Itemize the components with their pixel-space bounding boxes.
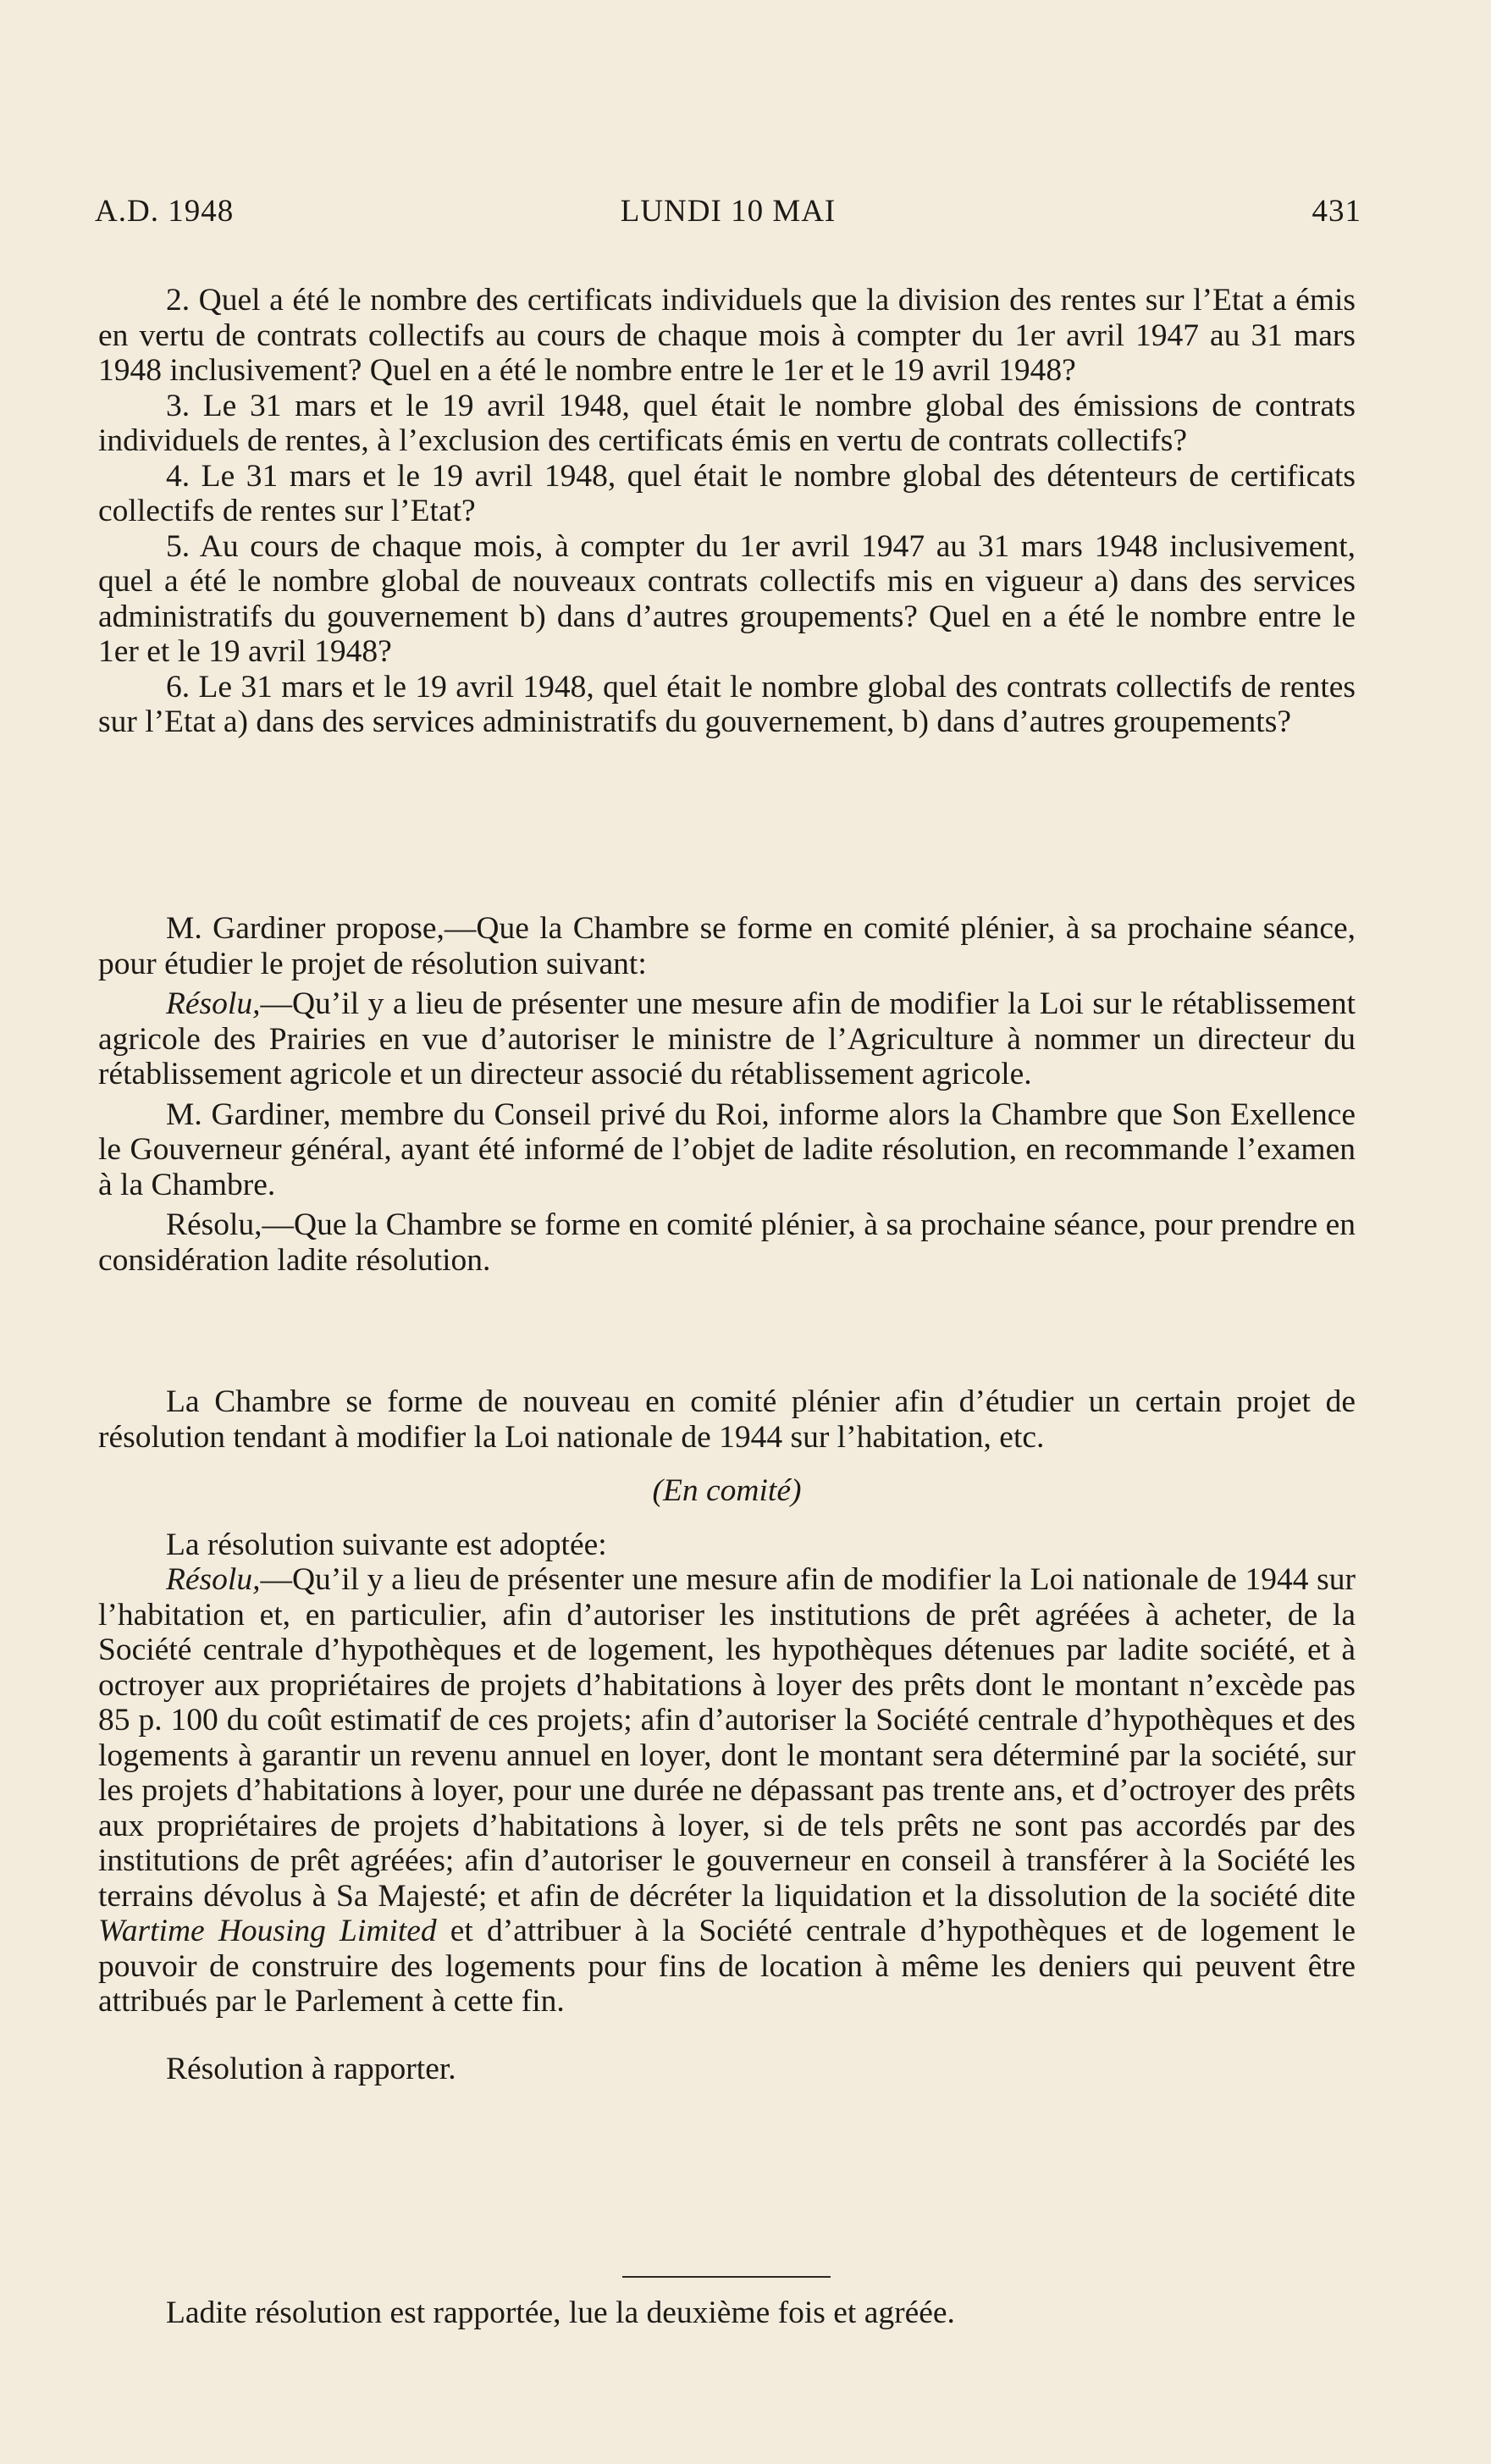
committee-intro: La Chambre se forme de nouveau en comité plénier afin d’étudier un certain projet de résolution tendant à modifier la Loi nationale de 1944 sur l’habitation, etc. <box>98 1384 1356 1455</box>
question-5: 5. Au cours de chaque mois, à compter du 1er avril 1947 au 31 mars 1948 inclusivement, quel a été le nombre global de nouveaux contrats collectifs mis en vigueur a) dans des services administratifs du gouvernement b) dans d’autres groupements? Quel en a été le nombre entre le 1er et le 19 avril 1948? <box>98 528 1356 669</box>
resolu-text: —Qu’il y a lieu de présenter une mesure afin de modifier la Loi sur le rétablissement agricole des Prairies en vue d’autoriser le ministre de l’Agriculture à nommer un directeur du rétablissement agricole et un directeur associé du rétablissement agricole. <box>98 986 1356 1091</box>
committee-heading <box>98 1473 1356 1509</box>
header-date: LUNDI 10 MAI <box>620 194 837 229</box>
final-block <box>98 2295 1356 2331</box>
question-3: 3. Le 31 mars et le 19 avril 1948, quel était le nombre global des émissions de contrats individuels de rentes, à l’exclusion des certificats émis en vertu de contrats collectifs? <box>98 388 1356 458</box>
question-4: 4. Le 31 mars et le 19 avril 1948, quel était le nombre global des détenteurs de certificats collectifs de rentes sur l’Etat? <box>98 458 1356 528</box>
section-divider <box>622 2276 831 2278</box>
final-statement: Ladite résolution est rapportée, lue la deuxième fois et agréée. <box>166 2295 955 2330</box>
resolu-label: Résolu, <box>166 986 261 1021</box>
housing-resolution <box>98 1562 1356 2019</box>
committee-block <box>98 1384 1356 2086</box>
question-2: 2. Quel a été le nombre des certificats individuels que la division des rentes sur l’Etat a émis en vertu de contrats collectifs au cours de chaque mois à compter du 1er avril 1947 au 31 mars 1948 inclusivement? Quel en a été le nombre entre le 1er et le 19 avril 1948? <box>98 283 1356 388</box>
page-header <box>95 193 1361 235</box>
resolution-to-report: Résolution à rapporter. <box>166 2051 456 2086</box>
header-year: A.D. 1948 <box>95 194 235 229</box>
page-number: 431 <box>1312 194 1361 229</box>
gardiner-council: M. Gardiner, membre du Conseil privé du Roi, informe alors la Chambre que Son Exellence le Gouverneur général, ayant été informé de l’objet de ladite résolution, en recommande l’examen à la Chambre. <box>98 1097 1356 1202</box>
gardiner-motion: M. Gardiner propose,—Que la Chambre se forme en comité plénier, à sa prochaine séance, pour étudier le projet de résolution suivant: <box>98 911 1356 981</box>
resolution-adopted: La résolution suivante est adoptée: <box>166 1527 607 1562</box>
questions-block <box>98 283 1356 740</box>
gardiner-block <box>98 911 1356 1278</box>
gardiner-resolution <box>98 986 1356 1092</box>
question-6: 6. Le 31 mars et le 19 avril 1948, quel était le nombre global des contrats collectifs de rentes sur l’Etat a) dans des services administratifs du gouvernement, b) dans d’autres groupements? <box>98 669 1356 739</box>
wartime-housing-name: Wartime Housing Limited <box>98 1914 437 1948</box>
housing-resolution-text: —Qu’il y a lieu de présenter une mesure afin de modifier la Loi nationale de 1944 sur l’habitation et, en particulier, afin d’autoriser les institutions de prêt agréées à acheter, de la Société centrale d’hypothèques et de logement, les hypothèques détenues par ladite société, et à octroyer aux propriétaires de projets d’habitations à loyer des prêts dont le montant n’excède pas 85 p. 100 du coût estimatif de ces projets; afin d’autoriser la Société centrale d’hypothèques et des logements à garantir un revenu annuel en loyer, dont le montant sera déterminé par la société, sur les projets d’habitations à loyer, pour une durée ne dépassant pas trente ans, et d’octroyer des prêts aux propriétaires de projets d’habitations à loyer, si de tels prêts ne sont pas accordés par des institutions de prêt agréées; afin d’autoriser le gouverneur en conseil à transférer à la Société les terrains dévolus à Sa Majesté; et afin de décréter la liquidation et la dissolution de la société dite <box>98 1562 1356 1914</box>
resolu-label: Résolu, <box>166 1562 261 1597</box>
gardiner-resolved: Résolu,—Que la Chambre se forme en comité plénier, à sa prochaine séance, pour prendre en considération ladite résolution. <box>98 1207 1356 1278</box>
committee-heading-text: (En comité) <box>652 1473 802 1508</box>
housing-resolution-text-end: et d’attribuer à la Société centrale d’hypothèques et de logement le pouvoir de construire des logements pour fins de location à même les deniers qui peuvent être attribués par le Parlement à cette fin. <box>98 1914 1356 2019</box>
